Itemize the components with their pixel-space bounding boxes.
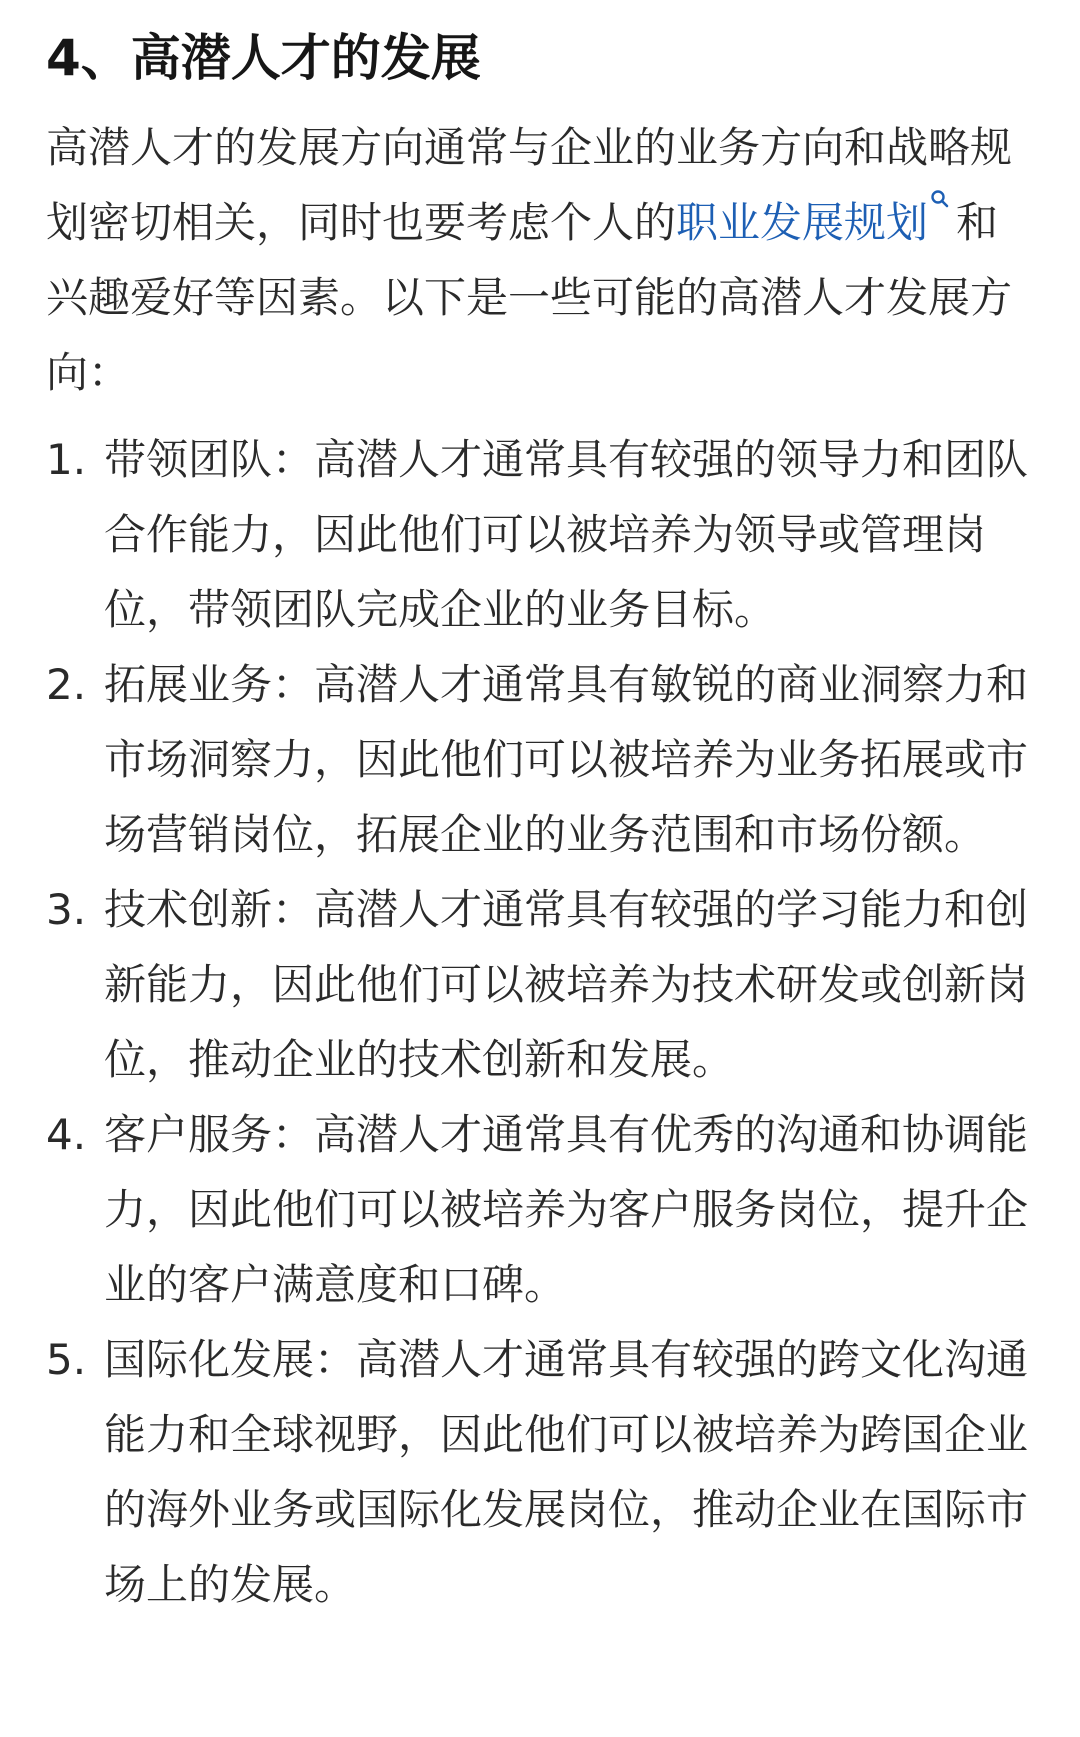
list-item-text: 国际化发展：高潜人才通常具有较强的跨文化沟通能力和全球视野，因此他们可以被培养为跨国企业的海外业务或国际化发展岗位，推动企业在国际市场上的发展。 [104, 1335, 1029, 1609]
section-heading: 4、高潜人才的发展 [46, 29, 481, 87]
list-item [46, 1322, 1036, 1622]
list-item [46, 647, 1036, 872]
career-planning-link[interactable] [676, 198, 956, 247]
intro-text-after-link: 和兴趣爱好等因素。以下是一些可能的高潜人才发展方向： [46, 198, 1013, 397]
intro-paragraph [46, 110, 1036, 410]
list-item-number: 1. [46, 435, 87, 484]
list-item-number: 3. [46, 885, 87, 934]
search-icon[interactable] [930, 185, 952, 215]
list-item-number: 5. [46, 1335, 87, 1384]
list-item [46, 1097, 1036, 1322]
list-item [46, 872, 1036, 1097]
list-item [46, 422, 1036, 647]
list-item-number: 2. [46, 660, 87, 709]
list-item-text: 带领团队：高潜人才通常具有较强的领导力和团队合作能力，因此他们可以被培养为领导或管理岗位，带领团队完成企业的业务目标。 [104, 435, 1029, 634]
article [46, 20, 1036, 1622]
list-item-number: 4. [46, 1110, 87, 1159]
list-item-text: 客户服务：高潜人才通常具有优秀的沟通和协调能力，因此他们可以被培养为客户服务岗位，提升企业的客户满意度和口碑。 [104, 1110, 1029, 1309]
list-item-text: 技术创新：高潜人才通常具有较强的学习能力和创新能力，因此他们可以被培养为技术研发或创新岗位，推动企业的技术创新和发展。 [104, 885, 1029, 1084]
list-item-text: 拓展业务：高潜人才通常具有敏锐的商业洞察力和市场洞察力，因此他们可以被培养为业务拓展或市场营销岗位，拓展企业的业务范围和市场份额。 [104, 660, 1029, 859]
development-directions-list [46, 422, 1036, 1622]
career-planning-link-text[interactable]: 职业发展规划 [676, 198, 929, 247]
intro-text-before-link: 高潜人才的发展方向通常与企业的业务方向和战略规划密切相关，同时也要考虑个人的 [46, 123, 1013, 247]
